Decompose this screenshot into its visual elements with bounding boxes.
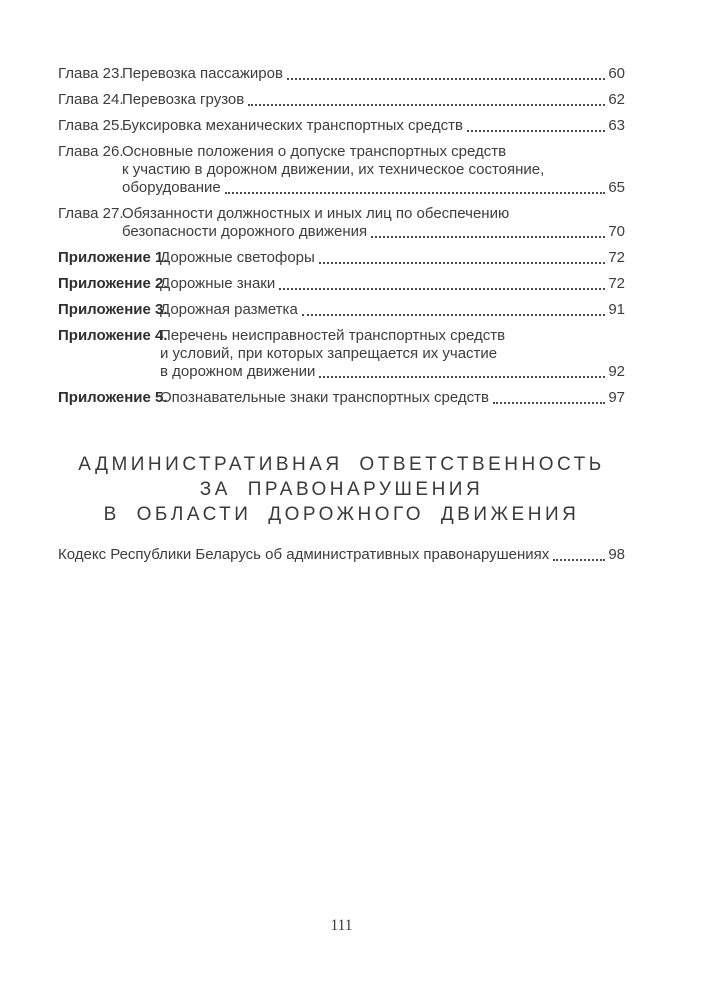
toc-entry-title: Перевозка пассажиров	[122, 65, 283, 82]
toc-entry-page-ref: 60	[608, 65, 625, 82]
toc-entry-label: Приложение 4.	[58, 327, 168, 344]
toc-entry-body	[122, 143, 625, 197]
heading-line: В ОБЛАСТИ ДОРОЖНОГО ДВИЖЕНИЯ	[103, 504, 580, 525]
toc-entry-title-line: к участию в дорожном движении, их техническое состояние,	[122, 161, 545, 178]
toc-entry-label: Глава 27.	[58, 205, 124, 222]
toc-entry	[58, 143, 625, 197]
toc-entry-page-ref: 91	[608, 301, 625, 318]
dot-leader	[553, 559, 605, 561]
toc-entry-label: Глава 24.	[58, 91, 124, 108]
dot-leader	[302, 314, 606, 316]
page-number: 111	[330, 917, 353, 934]
toc-entry	[58, 301, 625, 319]
toc-entry-lastline	[122, 91, 625, 109]
codex-entry	[58, 546, 625, 564]
toc-entry-title-line: Основные положения о допуске транспортных средств	[122, 143, 507, 160]
toc-entry-page-ref: 65	[608, 179, 625, 196]
toc-entry-label: Приложение 2.	[58, 275, 168, 292]
toc-entry-label: Глава 26.	[58, 143, 124, 160]
toc-entry-lastline	[160, 301, 625, 319]
toc-entry-body	[160, 275, 625, 293]
toc-entry-title-line: Обязанности должностных и иных лиц по обеспечению	[122, 205, 510, 222]
toc-entry	[58, 249, 625, 267]
toc-entry	[58, 389, 625, 407]
toc-entry-page-ref: 72	[608, 249, 625, 266]
toc-entry-title: Дорожная разметка	[160, 301, 298, 318]
toc-entry-lastline	[160, 389, 625, 407]
toc-entry-title: оборудование	[122, 179, 221, 196]
dot-leader	[371, 236, 605, 238]
toc-entry-body	[122, 65, 625, 83]
toc-entry-title: Буксировка механических транспортных средств	[122, 117, 463, 134]
toc-entry-title-line: Перечень неисправностей транспортных средств	[160, 327, 506, 344]
toc-entry	[58, 327, 625, 381]
toc-entry	[58, 205, 625, 241]
codex-title: Кодекс Республики Беларусь об административных правонарушениях	[58, 546, 550, 563]
toc-list	[58, 65, 625, 415]
dot-leader	[287, 78, 605, 80]
toc-entry-page-ref: 63	[608, 117, 625, 134]
codex-lastline	[58, 546, 625, 564]
toc-entry-body	[122, 205, 625, 241]
toc-entry-title: в дорожном движении	[160, 363, 316, 380]
toc-entry-body	[122, 117, 625, 135]
toc-entry-page-ref: 72	[608, 275, 625, 292]
heading-line: ЗА ПРАВОНАРУШЕНИЯ	[199, 479, 484, 500]
toc-entry-page-ref: 92	[608, 363, 625, 380]
dot-leader	[225, 192, 606, 194]
toc-entry-label: Приложение 3.	[58, 301, 168, 318]
toc-entry-lastline	[122, 65, 625, 83]
toc-entry-lastline	[122, 179, 625, 197]
toc-entry-title: Дорожные знаки	[160, 275, 276, 292]
dot-leader	[319, 376, 605, 378]
dot-leader	[248, 104, 605, 106]
toc-entry-page-ref: 62	[608, 91, 625, 108]
toc-entry-label: Приложение 5.	[58, 389, 168, 406]
toc-entry-page-ref: 70	[608, 223, 625, 240]
toc-entry-lastline	[160, 249, 625, 267]
toc-entry-lastline	[160, 363, 625, 381]
dot-leader	[279, 288, 605, 290]
codex-page-ref: 98	[608, 546, 625, 563]
dot-leader	[493, 402, 605, 404]
toc-entry-lastline	[122, 117, 625, 135]
toc-entry-body	[160, 327, 625, 381]
dot-leader	[467, 130, 605, 132]
toc-entry-title-line: и условий, при которых запрещается их участие	[160, 345, 498, 362]
toc-entry-body	[160, 249, 625, 267]
toc-entry-title: Перевозка грузов	[122, 91, 245, 108]
toc-entry-label: Глава 25.	[58, 117, 124, 134]
toc-entry	[58, 91, 625, 109]
toc-entry-label: Глава 23.	[58, 65, 124, 82]
heading-line: АДМИНИСТРАТИВНАЯ ОТВЕТСТВЕННОСТЬ	[78, 454, 605, 475]
toc-entry-body	[160, 389, 625, 407]
section-heading	[58, 452, 625, 527]
dot-leader	[319, 262, 606, 264]
toc-entry-title: безопасности дорожного движения	[122, 223, 368, 240]
toc-entry-title: Дорожные светофоры	[160, 249, 315, 266]
toc-entry-body	[160, 301, 625, 319]
toc-entry-page-ref: 97	[608, 389, 625, 406]
toc-entry	[58, 275, 625, 293]
toc-entry-title: Опознавательные знаки транспортных средств	[160, 389, 489, 406]
toc-entry	[58, 65, 625, 83]
toc-entry-label: Приложение 1.	[58, 249, 168, 266]
toc-entry-lastline	[160, 275, 625, 293]
toc-entry-lastline	[122, 223, 625, 241]
toc-entry	[58, 117, 625, 135]
toc-entry-body	[122, 91, 625, 109]
